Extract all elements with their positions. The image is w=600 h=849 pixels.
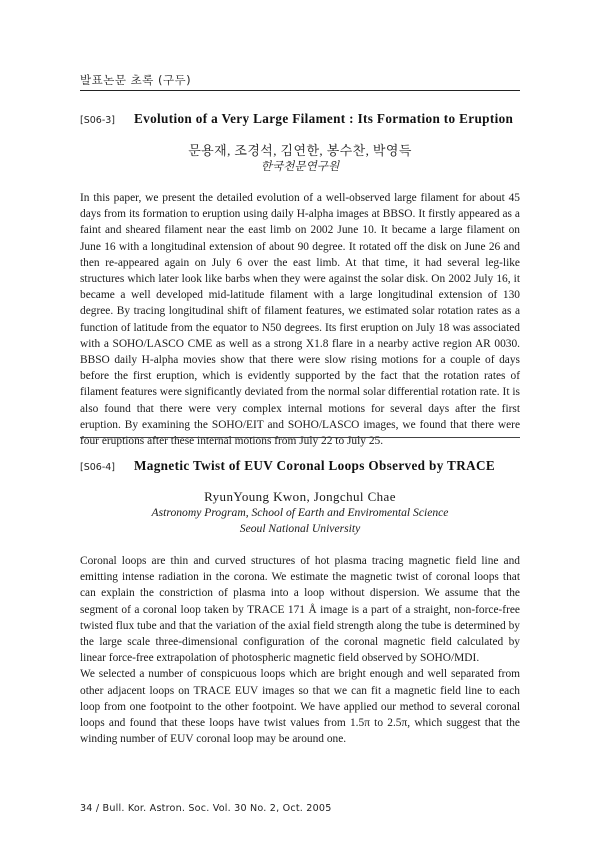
abstract-title-row [80,458,520,474]
page-footer: 34 / Bull. Kor. Astron. Soc. Vol. 30 No. 2, Oct. 2005 [80,803,332,814]
abstract-title-row [80,111,520,127]
section-divider [80,437,520,438]
abstract-s06-4 [80,458,520,747]
abstract-body-paragraph-2: We selected a number of conspicuous loops which are bright enough and well separated from other adjacent loops on TRACE EUV images so that we can fit a magnetic field line to each loop from one footpoint to the other footpoint. We have applied our method to several coronal loops and found that these loops have twist values from 1.5π to 2.5π, which suggest that the winding number of EUV coronal loop may be around one. [80,668,520,746]
abstract-body-paragraph-1: Coronal loops are thin and curved structures of hot plasma tracing magnetic field line and emitting intense radiation in the corona. We estimate the magnetic twist of coronal loops that can explain the constriction of plasma into a loop without dispersion. We assume that the segment of a coronal loop taken by TRACE 171 Å image is a part of a straight, non-force-free twisted flux tube and that the variation of the axial field strength along the tube is determined by the large scale three-dimensional configuration of the coronal magnetic field calculated by linear force-free extrapolation of photospheric magnetic field observed by SOHO/MDI. [80,555,520,665]
abstract-affiliation-line2: Seoul National University [239,522,361,535]
abstract-affiliation-line1: Astronomy Program, School of Earth and Enviromental Science [151,506,449,519]
abstract-affiliation: 한국천문연구원 [260,160,340,173]
abstract-code: [S06-4] [80,462,116,473]
abstract-authors: RyunYoung Kwon, Jongchul Chae [204,489,396,504]
abstract-title: Magnetic Twist of EUV Coronal Loops Observed by TRACE [134,458,495,473]
abstract-authors: 문용재, 조경석, 김연한, 봉수찬, 박영득 [188,143,412,158]
abstract-code: [S06-3] [80,115,116,126]
abstract-s06-3 [80,111,520,449]
abstract-body: In this paper, we present the detailed evolution of a well-observed large filament for about 45 days from its formation to eruption using daily H-alpha images at BBSO. It firstly appeared as a faint and sheared filament near the east limb on 2002 June 10. It became a large filament on June 16 with a longitudinal extension of about 90 degree. It rotated off the disk on June 26 and then re-appeared again on July 6 over the east limb. At that time, it had several leg-like structures which later look like barbs when they were against the solar disk. On 2002 July 16, it became a well developed mid-latitude filament with a large longitudinal extension of 130 degree. By tracing longitudinal shift of filament features, we estimated solar rotation rates as a function of latitude from the equator to N50 degrees. Its first eruption on July 18 was associated with a SOHO/LASCO CME as well as a strong X1.8 flare in a nearby active region AR 0030. BBSO daily H-alpha movies show that there were slow rising motions for a couple of days before the first eruption, which is evidently supported by the fact that the rotation rates of filament features were significantly deviated from the normal solar differential rotation rate. It is also found that there were very complex internal motions for several days after the first eruption. By examining the SOHO/EIT and SOHO/LASCO images, we found that there were four eruptions after these internal motions from July 22 to July 25. [80,192,520,448]
abstract-title: Evolution of a Very Large Filament : Its Formation to Eruption [134,111,514,126]
header-rule [80,90,520,91]
running-head: 발표논문 초록 (구두) [80,73,192,87]
